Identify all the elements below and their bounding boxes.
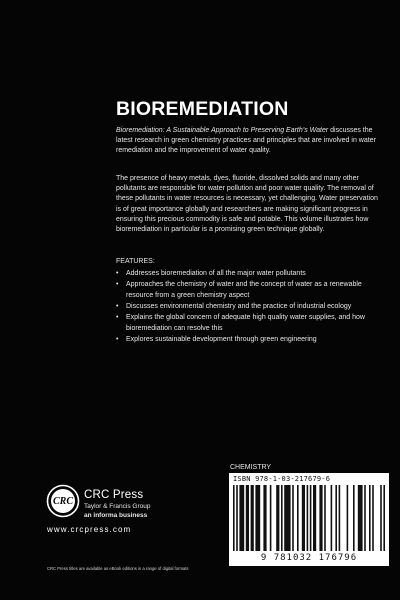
barcode-bar — [313, 485, 316, 551]
ebook-footnote: CRC Press titles are available as eBook editions in a range of digital formats — [47, 566, 189, 571]
barcode-bar — [335, 485, 337, 551]
feature-item: • Explains the global concern of adequate high quality water supplies, and how bioremediation can resolve this — [116, 314, 365, 332]
barcode-bar — [255, 485, 260, 551]
isbn-label: ISBN 978-1-03-217679-6 — [233, 475, 331, 483]
barcode-bar — [292, 485, 294, 551]
bullet-icon: • — [116, 314, 119, 322]
publisher-business: an informa business — [84, 512, 148, 519]
barcode-bar — [358, 485, 363, 551]
feature-item: • Approaches the chemistry of water and the concept of water as a renewable resource from a green chemistry aspect — [116, 281, 362, 299]
barcode-bar — [383, 485, 385, 551]
publisher-name: CRC Press — [84, 489, 144, 501]
barcode-bar — [276, 485, 279, 551]
publisher-website-link[interactable]: www.crcpress.com — [47, 525, 132, 534]
feature-item: • Explores sustainable development through green engineering — [116, 335, 384, 345]
barcode-bar — [331, 485, 333, 551]
bullet-icon: • — [116, 335, 119, 343]
bullet-icon: • — [116, 281, 119, 289]
svg-text:CRC: CRC — [52, 496, 74, 507]
barcode-bar — [297, 485, 299, 551]
barcode-icon — [233, 485, 385, 551]
intro-rest: discusses the latest research in green chemistry practices and principles that are involved in water remediation and the improvement of water quality. — [116, 127, 376, 155]
features-heading: FEATURES: — [116, 258, 155, 265]
barcode-bar — [380, 485, 382, 551]
barcode-bar — [284, 485, 290, 551]
barcode-bar — [236, 485, 238, 551]
barcode-bar — [339, 485, 341, 551]
barcode-bar — [263, 485, 266, 551]
barcode-panel — [229, 473, 389, 566]
barcode-bar — [246, 485, 249, 551]
intro-paragraph — [116, 126, 384, 157]
bullet-icon: • — [116, 302, 119, 310]
description-paragraph: The presence of heavy metals, dyes, fluoride, dissolved solids and many other pollutants are responsible for water pollution and poor water quality. The removal of these pollutants in water resources is necessary, yet challenging. Water preservation is of great importance globally and researchers are making significant progress in ensuring this precious commodity is safe and potable. This volume illustrates how bioremediation in particular is a promising green technique globally. — [116, 175, 378, 234]
crc-logo-icon — [46, 484, 80, 518]
barcode-bar — [281, 485, 283, 551]
barcode-bar — [233, 485, 235, 551]
barcode-number: 9 781032 176796 — [260, 553, 358, 563]
feature-item: • Addresses bioremediation of all the major water pollutants — [116, 269, 384, 279]
barcode-bar — [302, 485, 305, 551]
barcode-bar — [372, 485, 374, 551]
barcode-bar — [307, 485, 309, 551]
feature-item: • Discusses environmental chemistry and the practice of industrial ecology — [116, 302, 384, 312]
barcode-bar — [364, 485, 366, 551]
barcode-bar — [310, 485, 312, 551]
features-list — [116, 269, 384, 346]
subject-category: CHEMISTRY — [230, 464, 272, 471]
barcode-bar — [324, 485, 326, 551]
barcode-bar — [239, 485, 244, 551]
barcode-bar — [319, 485, 322, 551]
barcode-bar — [251, 485, 254, 551]
barcode-bar — [369, 485, 371, 551]
barcode-bar — [270, 485, 272, 551]
bullet-icon: • — [116, 270, 119, 277]
intro-lead-italic: Bioremediation: A Sustainable Approach to Preserving Earth’s Water — [116, 127, 329, 134]
barcode-bar — [347, 485, 349, 551]
barcode-bar — [353, 485, 355, 551]
publisher-group: Taylor & Francis Group — [84, 503, 151, 510]
book-title: BIOREMEDIATION — [116, 98, 289, 120]
